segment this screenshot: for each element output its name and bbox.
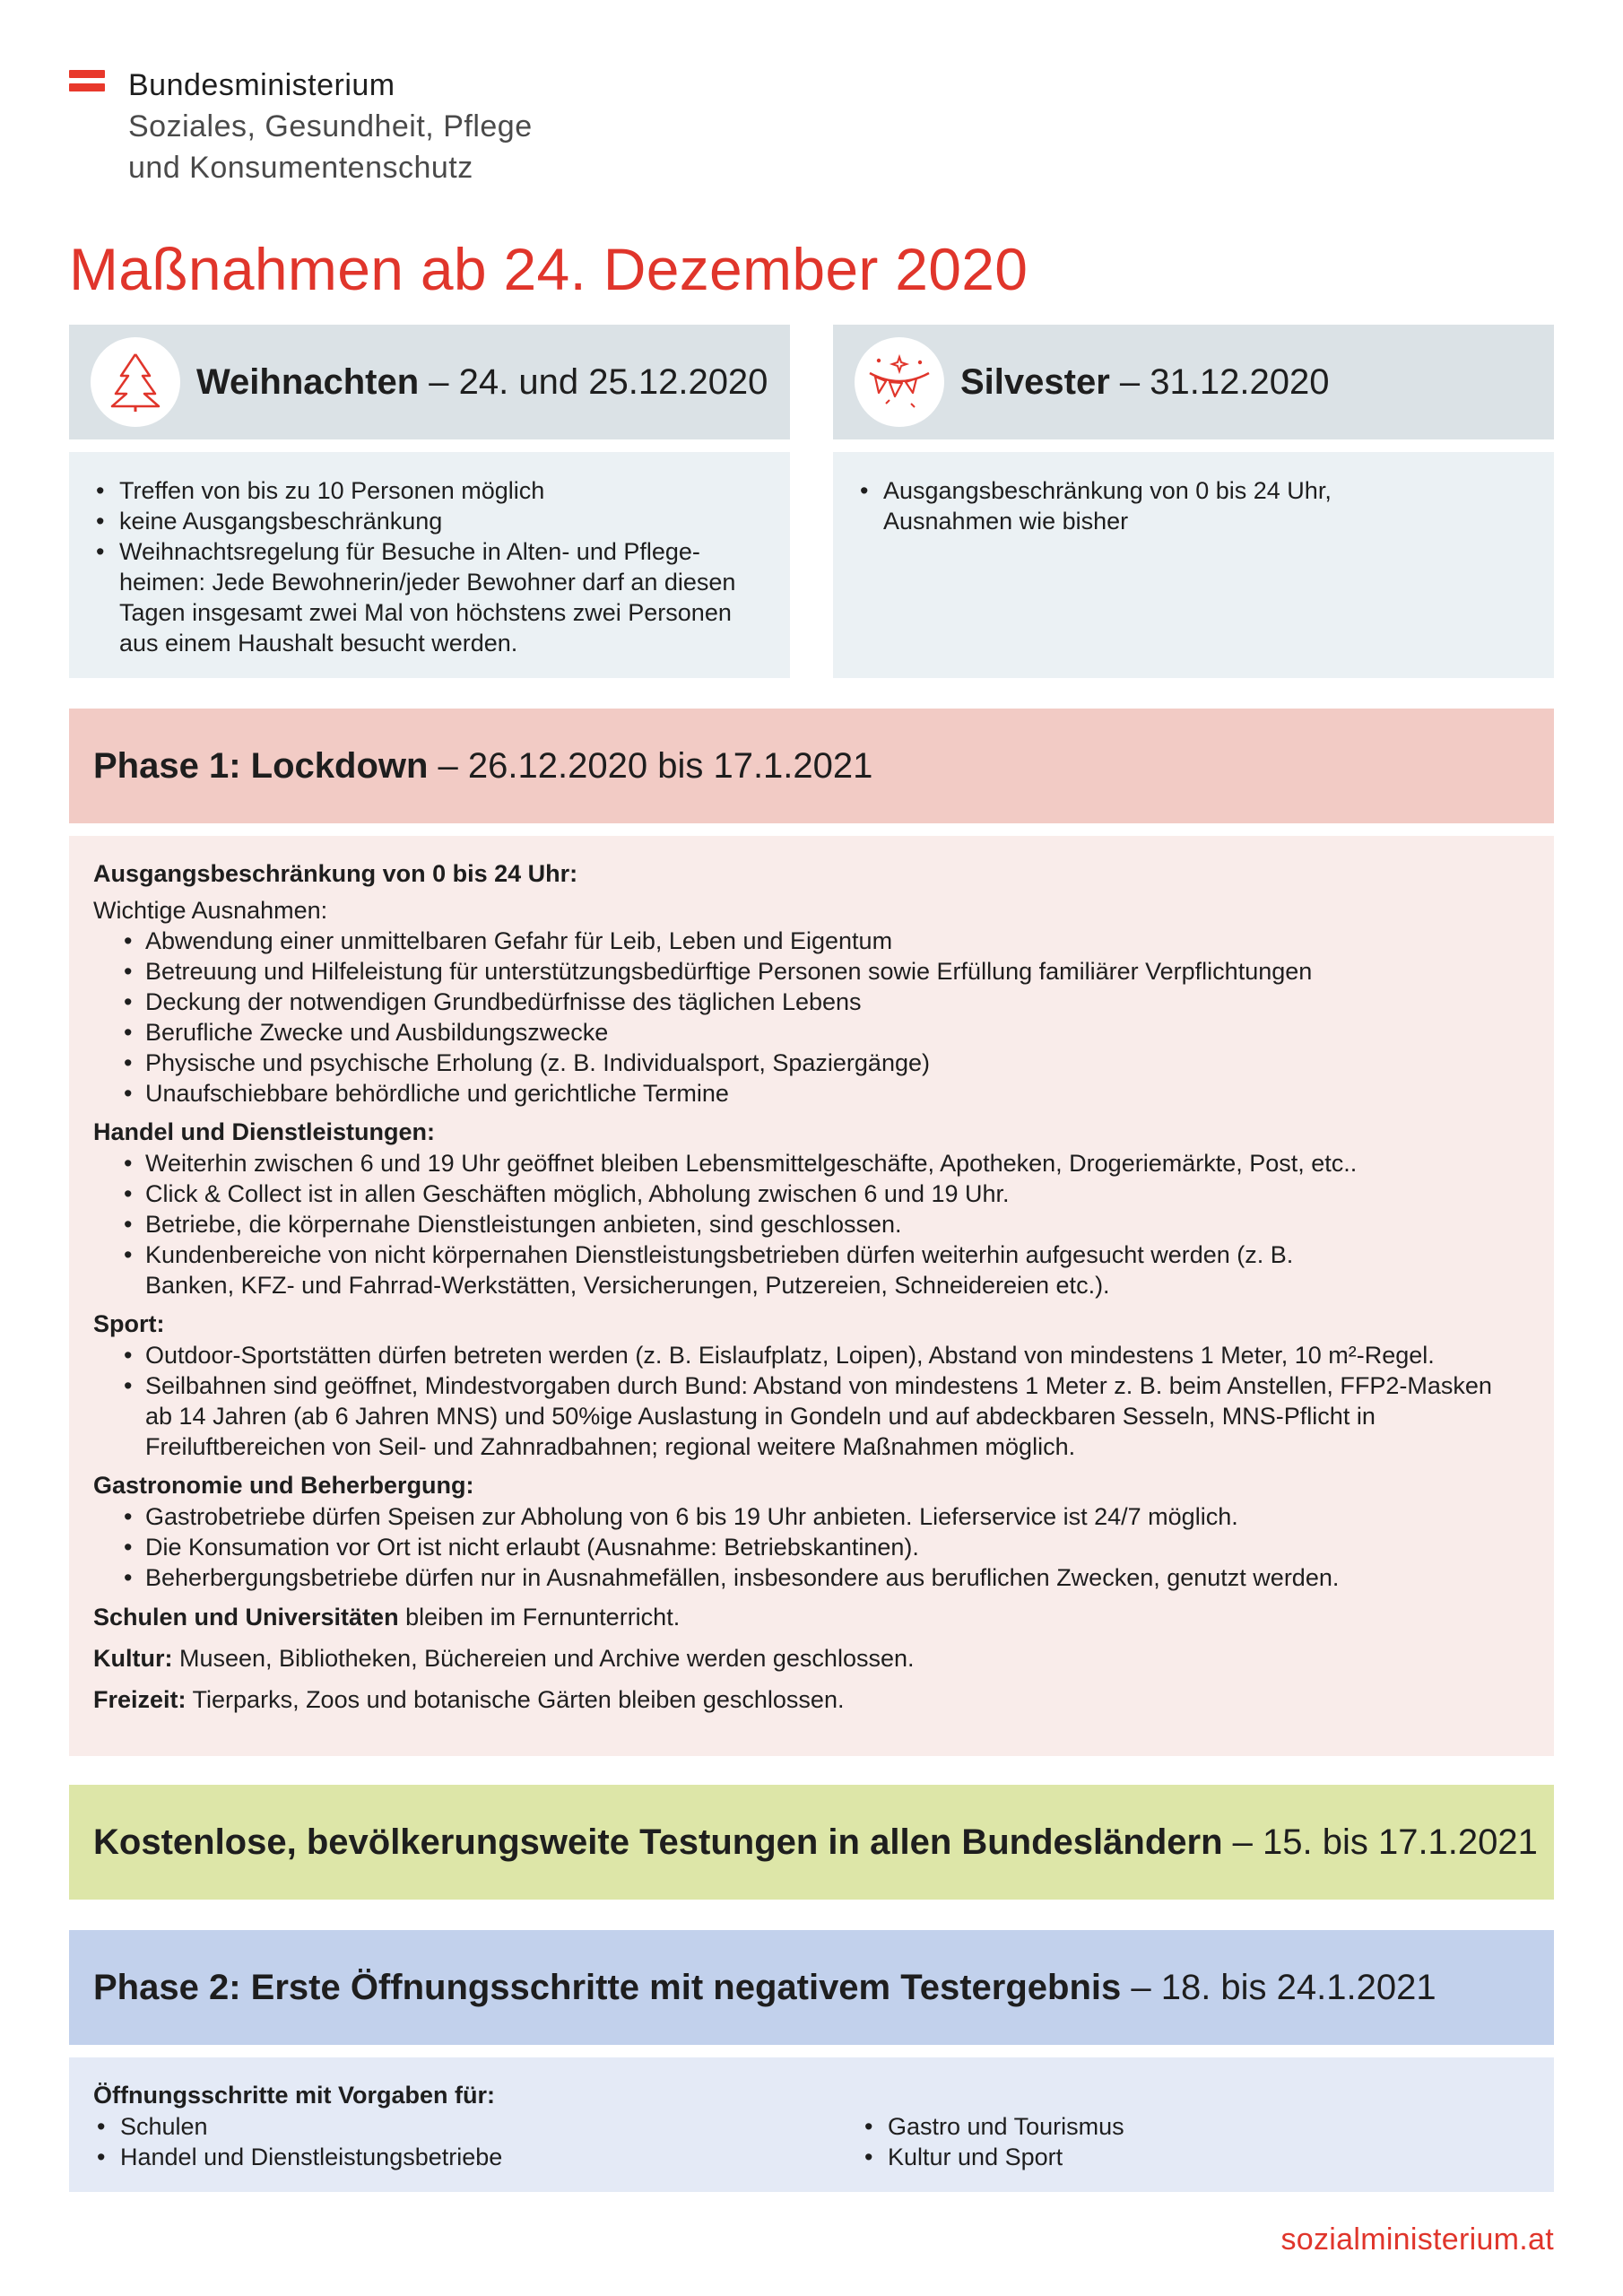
- testungen-date: – 15. bis 17.1.2021: [1222, 1822, 1538, 1862]
- list-item: • Schulen: [93, 2111, 811, 2142]
- ministry-name: [128, 65, 533, 188]
- silvester-header: [833, 325, 1554, 439]
- weihnachten-body: [69, 452, 790, 678]
- list-item: • Physische und psychische Erholung (z. B. Individualsport, Spaziergänge): [93, 1048, 1530, 1078]
- handel-list: [93, 1148, 1492, 1300]
- list-item: • Unaufschiebbare behördliche und gerichtliche Termine: [93, 1078, 1530, 1109]
- list-item: • Abwendung einer unmittelbaren Gefahr für Leib, Leben und Eigentum: [93, 926, 1530, 956]
- sport-heading: Sport:: [93, 1310, 165, 1337]
- kultur-label: Kultur:: [93, 1645, 173, 1672]
- kultur-line: [93, 1643, 1530, 1674]
- phase1-title: [93, 746, 872, 787]
- handel-heading: Handel und Dienstleistungen:: [93, 1118, 436, 1145]
- weihnachten-header: [69, 325, 790, 439]
- schulen-text: bleiben im Fernunterricht.: [398, 1604, 681, 1631]
- party-bunting-icon: [855, 337, 944, 427]
- gastro-heading: Gastronomie und Beherbergung:: [93, 1472, 474, 1499]
- phase1-header: [69, 709, 1554, 823]
- list-item: • keine Ausgangsbeschränkung: [92, 506, 756, 536]
- testungen-banner: [69, 1785, 1554, 1900]
- list-item: • Kundenbereiche von nicht körpernahen Dienstleistungsbetrieben dürfen weiterhin aufgesucht werden (z. B. Banken, KFZ- und Fahrrad-Werkstätten, Versicherungen, Putzereien, Schneidereien etc.).: [93, 1239, 1367, 1300]
- kultur-text: Museen, Bibliotheken, Büchereien und Archive werden geschlossen.: [172, 1645, 915, 1672]
- phase2-body: [69, 2057, 1554, 2192]
- phase2-label: Phase 2: Erste Öffnungsschritte mit negativem Testergebnis: [93, 1967, 1122, 2007]
- weihnachten-list: [92, 475, 756, 658]
- ministry-line-3: und Konsumentenschutz: [128, 151, 473, 185]
- silvester-title: [960, 362, 1329, 403]
- sport-list: [93, 1340, 1530, 1462]
- list-item: • Weihnachtsregelung für Besuche in Alten- und Pflege-heimen: Jede Bewohnerin/jeder Bewohner darf an diesen Tagen insgesamt zwei Mal von höchstens zwei Personen aus einem Haushalt besucht werden.: [92, 536, 756, 658]
- list-item: • Outdoor-Sportstätten dürfen betreten werden (z. B. Eislaufplatz, Loipen), Abstand von mindestens 1 Meter, 10 m²-Regel.: [93, 1340, 1530, 1370]
- ministry-line-1: Bundesministerium: [128, 68, 395, 102]
- phase2-list-right: [861, 2111, 1488, 2172]
- schulen-line: [93, 1602, 1530, 1632]
- schulen-label: Schulen und Universitäten: [93, 1604, 399, 1631]
- phase2-heading: Öffnungsschritte mit Vorgaben für:: [93, 2082, 496, 2109]
- list-item: • Betriebe, die körpernahe Dienstleistungen anbieten, sind geschlossen.: [93, 1209, 1492, 1239]
- ministry-line-2: Soziales, Gesundheit, Pflege: [128, 109, 533, 144]
- page-title: Maßnahmen ab 24. Dezember 2020: [69, 236, 1028, 302]
- list-item: • Die Konsumation vor Ort ist nicht erlaubt (Ausnahme: Betriebskantinen).: [93, 1532, 1530, 1562]
- ausnahmen-subheading: Wichtige Ausnahmen:: [93, 897, 328, 924]
- list-item: • Weiterhin zwischen 6 und 19 Uhr geöffnet bleiben Lebensmittelgeschäfte, Apotheken, Drogeriemärkte, Post, etc..: [93, 1148, 1492, 1178]
- phase1-body: [69, 836, 1554, 1756]
- freizeit-label: Freizeit:: [93, 1686, 187, 1713]
- list-item: • Treffen von bis zu 10 Personen möglich: [92, 475, 756, 506]
- list-item: • Gastrobetriebe dürfen Speisen zur Abholung von 6 bis 19 Uhr anbieten. Lieferservice ist 24/7 möglich.: [93, 1501, 1530, 1532]
- list-item: • Deckung der notwendigen Grundbedürfnisse des täglichen Lebens: [93, 987, 1530, 1017]
- list-item: • Kultur und Sport: [861, 2142, 1488, 2172]
- phase1-label: Phase 1: Lockdown: [93, 745, 429, 786]
- phase2-list-left: [93, 2111, 811, 2172]
- silvester-body: [833, 452, 1554, 678]
- ausnahmen-list: [93, 926, 1530, 1109]
- silvester-label: Silvester: [960, 361, 1110, 402]
- testungen-label: Kostenlose, bevölkerungsweite Testungen in allen Bundesländern: [93, 1822, 1223, 1862]
- freizeit-line: [93, 1684, 1530, 1715]
- austria-flag-icon: [69, 70, 105, 91]
- silvester-list: [856, 475, 1358, 536]
- list-item: • Berufliche Zwecke und Ausbildungszwecke: [93, 1017, 1530, 1048]
- list-item: • Gastro und Tourismus: [861, 2111, 1488, 2142]
- gastro-list: [93, 1501, 1530, 1593]
- list-item: • Ausgangsbeschränkung von 0 bis 24 Uhr, Ausnahmen wie bisher: [856, 475, 1358, 536]
- footer-website: sozialministerium.at: [1280, 2222, 1554, 2257]
- list-item: • Seilbahnen sind geöffnet, Mindestvorgaben durch Bund: Abstand von mindestens 1 Meter z. B. beim Anstellen, FFP2-Masken ab 14 Jahren (ab 6 Jahren MNS) und 50%ige Auslastung in Gondeln und auf abdeckbaren Sesseln, MNS-Pflicht in Freiluftbereichen von Seil- und Zahnradbahnen; regional weitere Maßnahmen möglich.: [93, 1370, 1492, 1462]
- weihnachten-date: – 24. und 25.12.2020: [419, 361, 768, 402]
- list-item: • Beherbergungsbetriebe dürfen nur in Ausnahmefällen, insbesondere aus beruflichen Zwecken, genutzt werden.: [93, 1562, 1530, 1593]
- phase2-date: – 18. bis 24.1.2021: [1121, 1967, 1436, 2007]
- list-item: • Click & Collect ist in allen Geschäften möglich, Abholung zwischen 6 und 19 Uhr.: [93, 1178, 1492, 1209]
- phase2-header: [69, 1930, 1554, 2045]
- list-item: • Betreuung und Hilfeleistung für unterstützungsbedürftige Personen sowie Erfüllung familiärer Verpflichtungen: [93, 956, 1530, 987]
- freizeit-text: Tierparks, Zoos und botanische Gärten bleiben geschlossen.: [186, 1686, 845, 1713]
- weihnachten-title: [196, 362, 768, 403]
- christmas-tree-icon: [91, 337, 180, 427]
- testungen-title: [93, 1822, 1538, 1863]
- phase2-title: [93, 1968, 1436, 2008]
- phase1-date: – 26.12.2020 bis 17.1.2021: [428, 745, 873, 786]
- ausgang-heading: Ausgangsbeschränkung von 0 bis 24 Uhr:: [93, 860, 578, 887]
- silvester-date: – 31.12.2020: [1109, 361, 1330, 402]
- list-item: • Handel und Dienstleistungsbetriebe: [93, 2142, 811, 2172]
- weihnachten-label: Weihnachten: [196, 361, 420, 402]
